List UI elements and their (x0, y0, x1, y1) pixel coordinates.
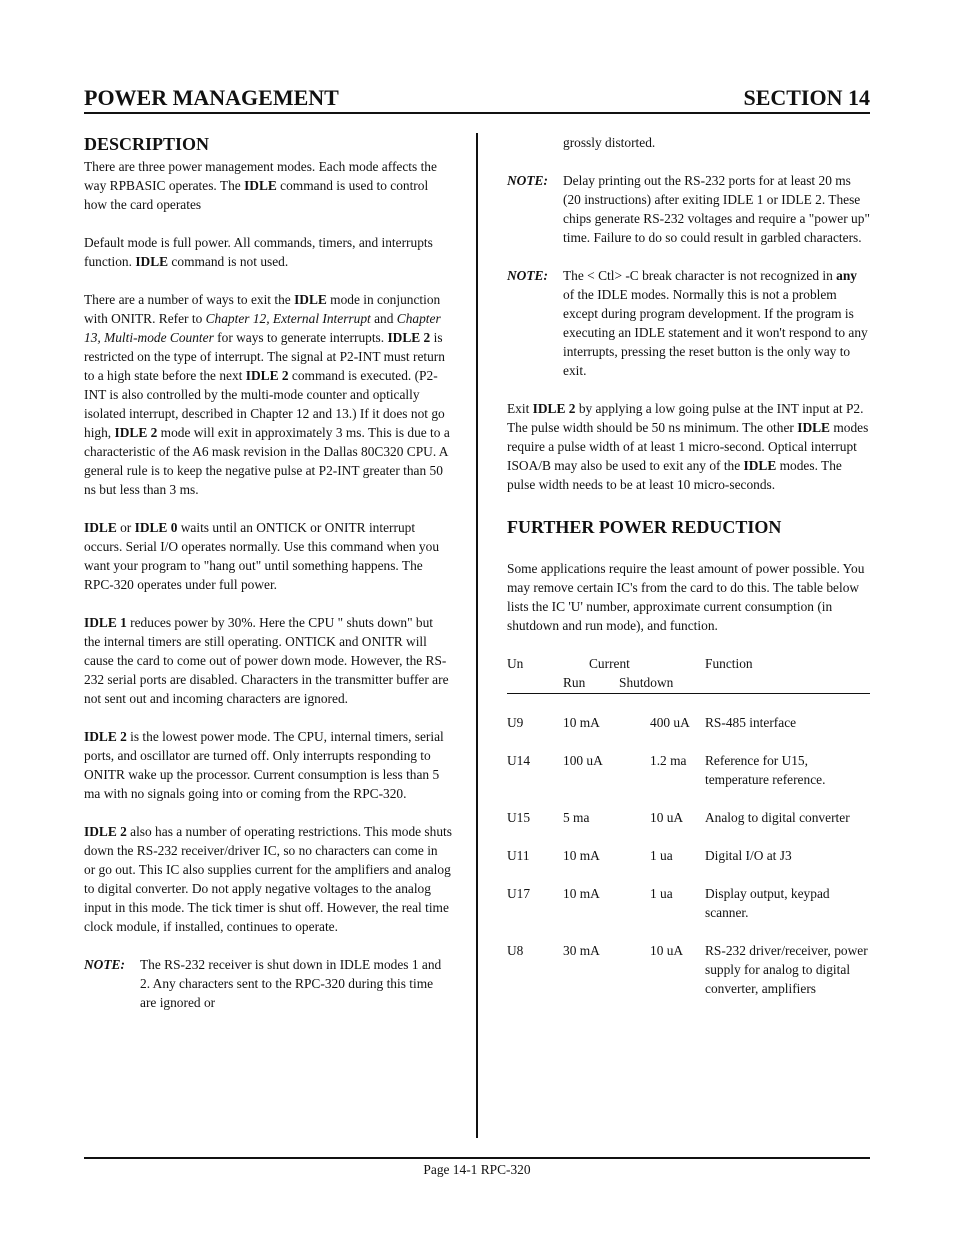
cell-run: 5 ma (563, 810, 590, 825)
keyword: IDLE (135, 254, 169, 269)
paragraph-exit-idle (84, 290, 452, 499)
paragraph-intro (84, 157, 452, 214)
text: mode will exit in approximately 3 ms. This is due to a characteristic of the A6 mask revision in the Dallas 80C320 CPU. A general rule is to keep the negative pulse at P2-INT greater than 50 ns but less than 3 ms. (84, 425, 450, 497)
left-column (84, 131, 452, 1012)
note-text: The RS-232 receiver is shut down in IDLE modes 1 and 2. Any characters sent to the RPC-320 during this time are ignored or (140, 957, 442, 1010)
keyword: IDLE 1 (84, 615, 127, 630)
text: command is not used. (168, 254, 289, 269)
cell-shutdown: 10 uA (650, 810, 684, 825)
keyword: IDLE (797, 420, 830, 435)
column-header-run: Run (563, 675, 586, 690)
note-text (563, 266, 870, 380)
table-row (507, 884, 870, 922)
text: mode in conjunction with ONITR. Refer to (84, 292, 441, 326)
table-row (507, 808, 870, 827)
cell-shutdown: 400 uA (650, 715, 690, 730)
cell-un: U17 (507, 886, 531, 901)
text: There are a number of ways to exit the (84, 292, 295, 307)
cell-run: 10 mA (563, 848, 600, 863)
cell-shutdown: 1.2 ma (650, 753, 687, 768)
keyword: IDLE (244, 178, 277, 193)
cell-function: Digital I/O at J3 (705, 848, 792, 863)
further-power-heading: FURTHER POWER REDUCTION (507, 517, 782, 537)
cell-un: U8 (507, 943, 524, 958)
cell-shutdown: 1 ua (650, 886, 673, 901)
note-label: NOTE: (507, 268, 548, 283)
text: by applying a low going pulse at the INT input at P2. The pulse width should be 50 ns minimum. The other (507, 401, 864, 435)
text: modes. The pulse width needs to be at least 10 micro-seconds. (507, 458, 842, 492)
keyword: IDLE 2 (84, 729, 127, 744)
paragraph-idle-1 (84, 613, 452, 708)
text: is restricted on the type of interrupt. The signal at P2-INT must return to a high state before the next (84, 330, 445, 383)
keyword: IDLE 2 (532, 401, 576, 416)
right-column (507, 133, 870, 998)
text: modes require a pulse width of at least 1 micro-second. Optical interrupt ISOA/B may also be used to exit any of the (507, 420, 869, 473)
note-label: NOTE: (507, 173, 548, 188)
cell-run: 30 mA (563, 943, 600, 958)
cell-run: 10 mA (563, 715, 600, 730)
page-header (84, 84, 870, 114)
cell-shutdown: 10 uA (650, 943, 684, 958)
paragraph-further-intro: Some applications require the least amount of power possible. You may remove certain IC's from the card to do this. The table below lists the IC 'U' number, approximate current consumption (in shutdown and run mode), and function. (507, 561, 865, 633)
footer-rule (84, 1157, 870, 1159)
ic-current-table (507, 654, 870, 998)
paragraph-exit-idle-2 (507, 399, 870, 494)
cell-function: Reference for U15, temperature reference. (705, 753, 826, 787)
text: is the lowest power mode. The CPU, internal timers, serial ports, and oscillator are turned off. Only interrupts responding to ONITR wake up the processor. Current consumption is less than 5 ma with no signals going into or coming from the RPC-320. (84, 729, 444, 801)
text: and (370, 311, 397, 326)
text: of the IDLE modes. Normally this is not a problem except during program development. If the program is executing an IDLE statement and it won't respond to any interrupts, pressing the reset button is the only way to exit. (563, 287, 868, 378)
text: also has a number of operating restrictions. This mode shuts down the RS-232 receiver/driver IC, so no characters can come in or go out. This IC also supplies current for the amplifiers and analog to digital converter. Do not apply negative voltages to the analog input in this mode. The tick timer is shut off. However, the real time clock module, if installed, continues to operate. (84, 824, 452, 934)
text: The < Ctl> -C break character is not recognized in (563, 268, 837, 283)
text: There are three power management modes. Each mode affects the way RPBASIC operates. The (84, 159, 437, 193)
cell-un: U9 (507, 715, 524, 730)
paragraph-default-mode (84, 233, 452, 271)
cell-function: Display output, keypad scanner. (705, 886, 830, 920)
note-rs232-receiver (84, 955, 452, 1012)
text: Default mode is full power. All commands, timers, and interrupts function. (84, 235, 433, 269)
text: or (116, 520, 135, 535)
cell-un: U15 (507, 810, 531, 825)
table-header (507, 654, 870, 692)
cell-shutdown: 1 ua (650, 848, 673, 863)
column-header-function: Function (705, 656, 753, 671)
column-header-shutdown: Shutdown (619, 675, 674, 690)
note-continuation: grossly distorted. (563, 135, 656, 150)
table-row (507, 751, 870, 789)
note-text: Delay printing out the RS-232 ports for at least 20 ms (20 instructions) after exiting IDLE 1 or IDLE 2. These chips generate RS-232 voltages and require a "power up" time. Failure to do so could result in garbled characters. (563, 173, 870, 245)
keyword: IDLE 0 (134, 520, 178, 535)
cell-un: U11 (507, 848, 530, 863)
text: command is used to control how the card operates (84, 178, 429, 212)
text: command is executed. (P2-INT is also controlled by the multi-mode counter and optically isolated interrupt, described in Chapter 12 and 13.) If it does not go high, (84, 368, 445, 440)
table-row (507, 846, 870, 865)
description-heading: DESCRIPTION (84, 134, 210, 154)
keyword: IDLE (743, 458, 777, 473)
table-row (507, 941, 870, 998)
text: waits until an ONTICK or ONITR interrupt occurs. Serial I/O operates normally. Use this command when you want your program to "hang out" until something happens. The RPC-320 operates under full power. (84, 520, 440, 592)
note-delay-printing (507, 171, 870, 247)
cell-un: U14 (507, 753, 531, 768)
table-row (507, 713, 870, 732)
cell-function: Analog to digital converter (705, 810, 850, 825)
column-divider (476, 133, 478, 1138)
text: Exit (507, 401, 533, 416)
chapter-reference: Chapter 13, Multi-mode Counter (84, 311, 441, 345)
text: reduces power by 30%. Here the CPU " shuts down" but the internal timers are still operating. ONTICK and ONITR will cause the card to come out of power down mode. However, the RS-232 serial ports are disabled. Characters in the transmitter buffer are not sent out and incoming characters are ignored. (84, 615, 449, 706)
keyword: IDLE 2 (114, 425, 158, 440)
keyword: IDLE 2 (84, 824, 127, 839)
note-label: NOTE: (84, 957, 125, 972)
paragraph-idle-2-restrictions (84, 822, 452, 936)
cell-run: 10 mA (563, 886, 600, 901)
keyword: IDLE 2 (387, 330, 431, 345)
keyword: IDLE (294, 292, 327, 307)
paragraph-idle-2 (84, 727, 452, 803)
section-number: SECTION 14 (743, 85, 870, 110)
page-footer: Page 14-1 RPC-320 (423, 1162, 531, 1177)
chapter-title: POWER MANAGEMENT (84, 85, 339, 110)
keyword: IDLE (84, 520, 117, 535)
paragraph-idle-0 (84, 518, 452, 594)
chapter-reference: Chapter 12, External Interrupt (205, 311, 371, 326)
emphasis: any (836, 268, 857, 283)
cell-run: 100 uA (563, 753, 603, 768)
note-break-character (507, 266, 870, 380)
cell-function: RS-485 interface (705, 715, 797, 730)
keyword: IDLE 2 (245, 368, 289, 383)
column-header-un: Un (507, 656, 524, 671)
text: for ways to generate interrupts. (213, 330, 388, 345)
column-header-current: Current (589, 656, 630, 671)
cell-function: RS-232 driver/receiver, power supply for analog to digital converter, amplifiers (705, 943, 868, 996)
